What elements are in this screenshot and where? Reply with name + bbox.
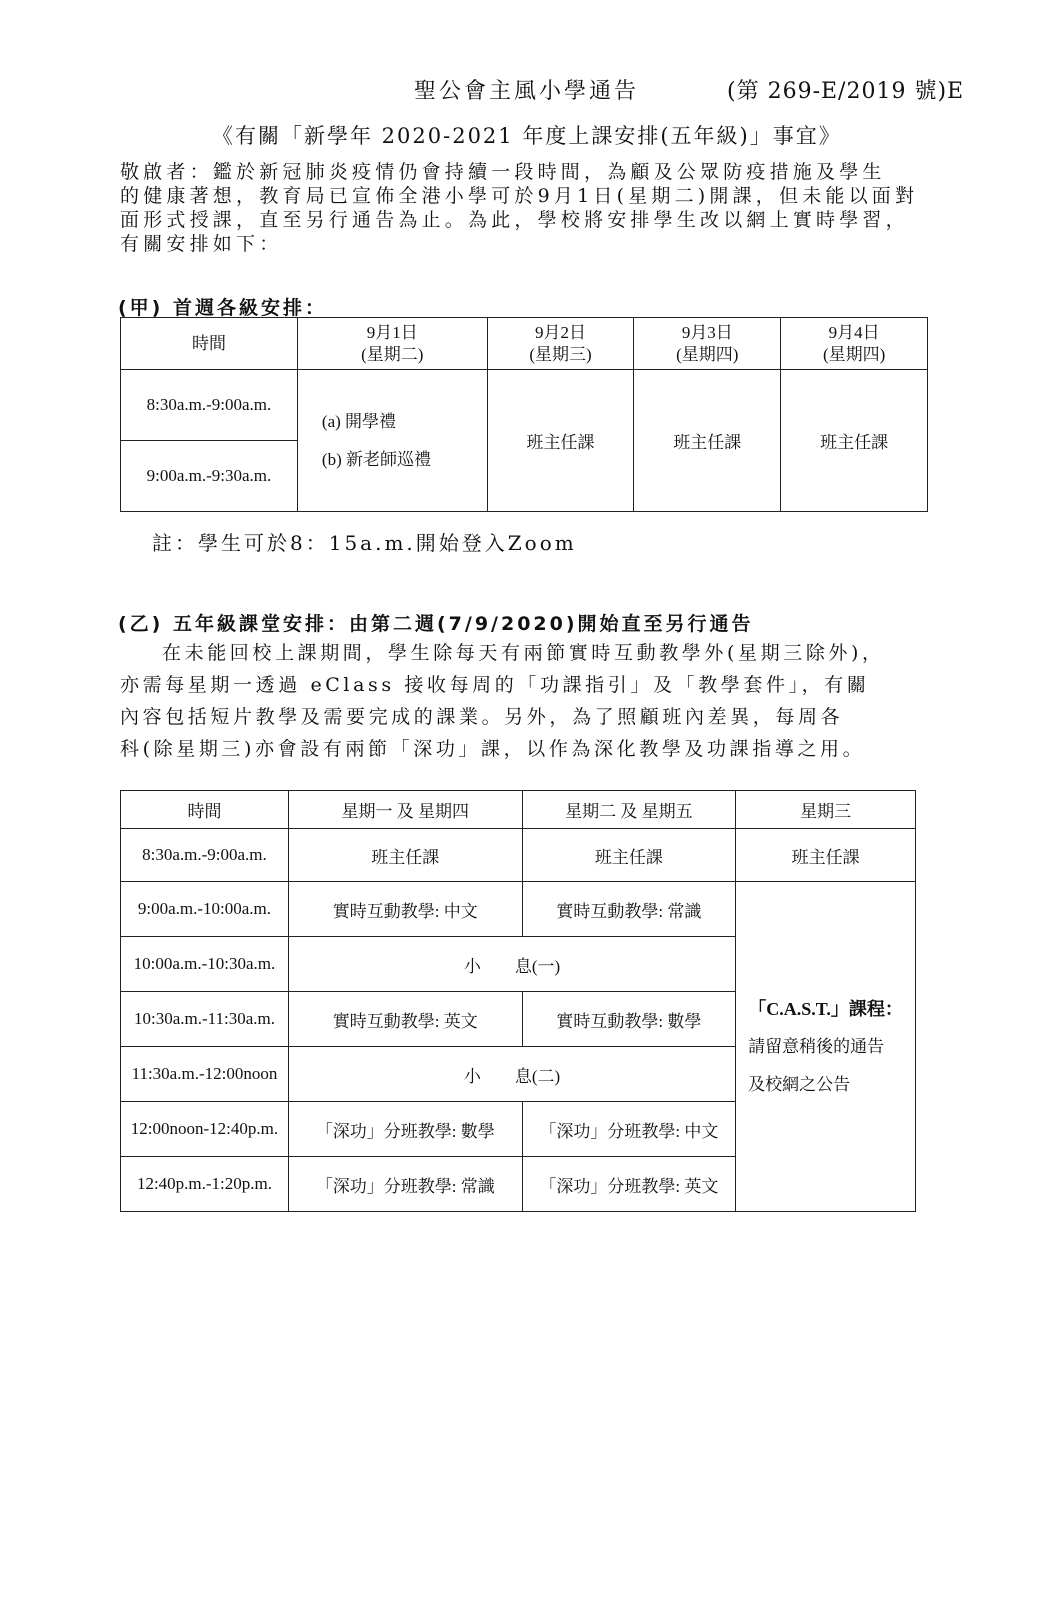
cast-program-text: 及校網之公告 — [748, 1074, 851, 1094]
first-week-schedule-table — [120, 317, 928, 512]
intro-line: 有關安排如下： — [120, 233, 283, 255]
lesson-cell: 實時互動教學: 中文 — [288, 882, 522, 937]
school-notice-title: 聖公會主風小學通告 — [414, 79, 640, 104]
section-b-heading: (乙) 五年級課堂安排：由第二週(7/9/2020)開始直至另行通告 — [118, 613, 754, 635]
lesson-cell: 實時互動教學: 英文 — [288, 992, 522, 1047]
time-cell: 10:00a.m.-10:30a.m. — [121, 937, 289, 992]
cast-program-title: 「C.A.S.T.」課程： — [748, 998, 903, 1019]
zoom-login-note: 註：學生可於8：15a.m.開始登入Zoom — [152, 531, 577, 555]
intro-line: 敬啟者：鑑於新冠肺炎疫情仍會持續一段時間，為顧及公眾防疫措施及學生 — [120, 161, 886, 183]
paragraph-line: 科(除星期三)亦會設有兩節「深功」課，以作為深化教學及功課指導之用。 — [120, 738, 866, 760]
table-row — [121, 882, 916, 937]
paragraph-line: 亦需每星期一透過 eClass 接收每周的「功課指引」及「教學套件」，有關 — [120, 674, 870, 696]
intro-line: 的健康著想，教育局已宣佈全港小學可於9月1日(星期二)開課，但未能以面對 — [120, 185, 919, 207]
notice-subject: 《有關「新學年 2020-2021 年度上課安排(五年級)」事宜》 — [212, 124, 842, 148]
time-cell: 10:30a.m.-11:30a.m. — [121, 992, 289, 1047]
notice-reference-number: (第 269-E/2019 號)E — [727, 79, 965, 104]
notice-title-line — [0, 74, 1046, 104]
time-cell: 8:30a.m.-9:00a.m. — [121, 370, 298, 441]
wed-header: 星期三 — [736, 791, 916, 829]
lesson-cell: 實時互動教學: 常識 — [522, 882, 736, 937]
day-header: 9月2日 (星期三) — [487, 318, 634, 370]
opening-ceremony-cell — [297, 370, 487, 512]
intro-line: 面形式授課，直至另行通告為止。為此，學校將安排學生改以網上實時學習， — [120, 209, 909, 231]
class-teacher-lesson-cell: 班主任課 — [781, 370, 928, 512]
cast-program-cell — [736, 882, 916, 1212]
lesson-cell: 「深功」分班教學: 數學 — [288, 1102, 522, 1157]
lesson-cell: 「深功」分班教學: 中文 — [522, 1102, 736, 1157]
time-cell: 9:00a.m.-10:00a.m. — [121, 882, 289, 937]
lesson-cell: 班主任課 — [736, 829, 916, 882]
intro-paragraph — [120, 160, 980, 256]
ceremony-item: (b) 新老師巡禮 — [321, 449, 431, 469]
day-header: 9月1日 (星期二) — [297, 318, 487, 370]
break-cell: 小 息(一) — [288, 937, 735, 992]
table-row — [121, 370, 928, 441]
table-header-row — [121, 318, 928, 370]
day-header: 9月4日 (星期四) — [781, 318, 928, 370]
ceremony-item: (a) 開學禮 — [321, 411, 397, 431]
lesson-cell: 班主任課 — [522, 829, 736, 882]
section-a-heading: (甲) 首週各級安排： — [118, 297, 327, 319]
time-cell: 11:30a.m.-12:00noon — [121, 1047, 289, 1102]
time-cell: 12:00noon-12:40p.m. — [121, 1102, 289, 1157]
lesson-cell: 班主任課 — [288, 829, 522, 882]
paragraph-line: 內容包括短片教學及需要完成的課業。另外，為了照顧班內差異，每周各 — [120, 706, 844, 728]
section-b-paragraph — [120, 637, 982, 765]
time-header: 時間 — [121, 791, 289, 829]
table-header-row — [121, 791, 916, 829]
time-cell: 9:00a.m.-9:30a.m. — [121, 441, 298, 512]
table-row — [121, 829, 916, 882]
grade5-weekly-schedule-table — [120, 790, 916, 1212]
class-teacher-lesson-cell: 班主任課 — [487, 370, 634, 512]
mon-thu-header: 星期一 及 星期四 — [288, 791, 522, 829]
time-cell: 8:30a.m.-9:00a.m. — [121, 829, 289, 882]
break-cell: 小 息(二) — [288, 1047, 735, 1102]
class-teacher-lesson-cell: 班主任課 — [634, 370, 781, 512]
lesson-cell: 「深功」分班教學: 常識 — [288, 1157, 522, 1212]
lesson-cell: 「深功」分班教學: 英文 — [522, 1157, 736, 1212]
paragraph-line: 在未能回校上課期間，學生除每天有兩節實時互動教學外(星期三除外)， — [162, 642, 885, 664]
time-cell: 12:40p.m.-1:20p.m. — [121, 1157, 289, 1212]
lesson-cell: 實時互動教學: 數學 — [522, 992, 736, 1047]
cast-program-text: 請留意稍後的通告 — [748, 1036, 885, 1056]
tue-fri-header: 星期二 及 星期五 — [522, 791, 736, 829]
day-header: 9月3日 (星期四) — [634, 318, 781, 370]
time-header: 時間 — [121, 318, 298, 370]
